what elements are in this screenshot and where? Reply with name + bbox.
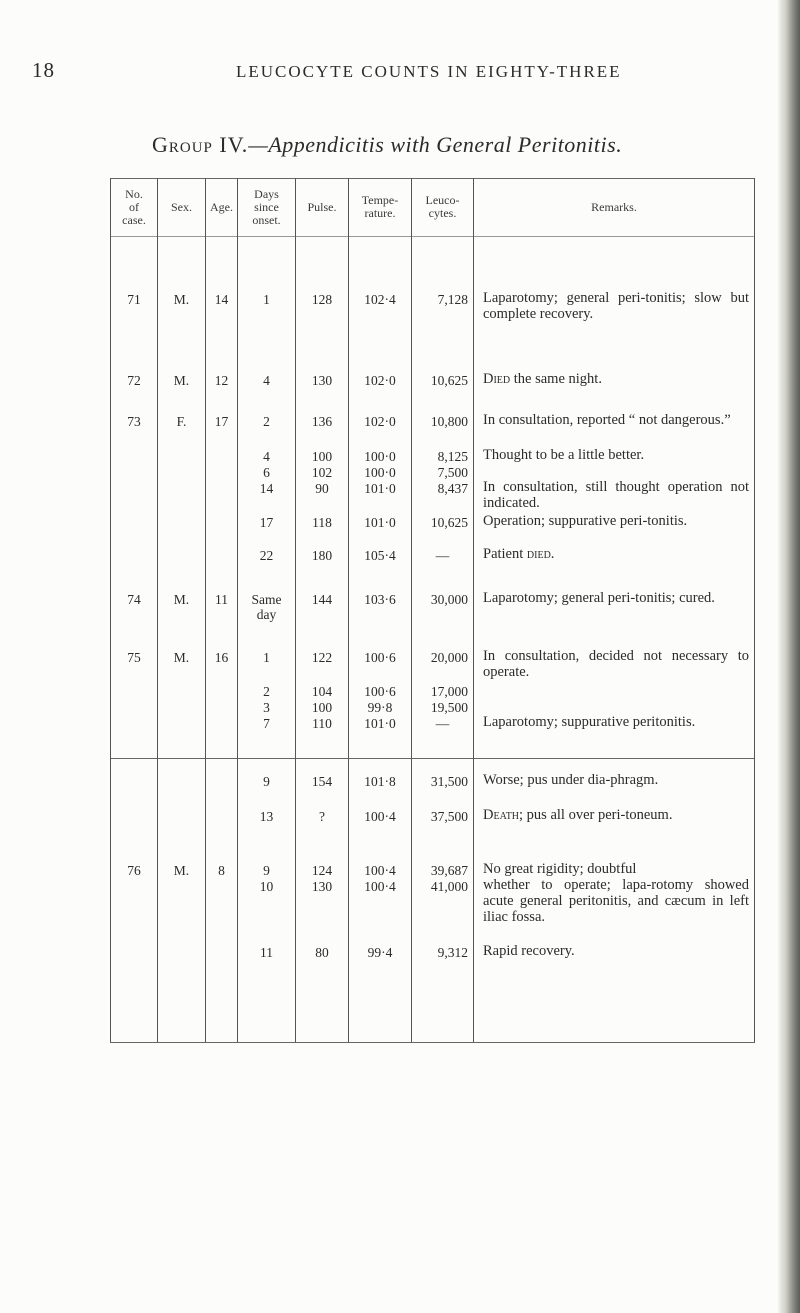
remark-text: the same night. bbox=[510, 371, 602, 387]
cell-days: 1 bbox=[263, 292, 270, 307]
cell-days: 9 bbox=[263, 863, 270, 878]
column-rule bbox=[754, 760, 755, 1043]
column-rule bbox=[157, 760, 158, 1043]
cell-remark bbox=[483, 807, 749, 823]
cell-case: 75 bbox=[127, 650, 141, 665]
cell-days: 13 bbox=[259, 809, 274, 824]
cell-pulse: 124 bbox=[311, 863, 333, 878]
cell-days: 17 bbox=[259, 515, 274, 530]
table-bottom-rule bbox=[110, 758, 755, 759]
cell-days: 1 bbox=[263, 650, 270, 665]
header-days: Days since onset. bbox=[252, 186, 281, 227]
cell-pulse: 144 bbox=[311, 592, 333, 607]
cell-remark: Laparotomy; general peri-tonitis; slow but complete recovery. bbox=[483, 290, 749, 322]
cell-remark: In consultation, still thought operation not indicated. bbox=[483, 479, 749, 511]
cell-temperature: 100·0 bbox=[364, 465, 396, 480]
cell-leucocytes: — bbox=[435, 716, 450, 731]
remark-text: ; pus all over peri-toneum. bbox=[519, 807, 673, 823]
cell-days: 9 bbox=[263, 774, 270, 789]
cell-days: Same day bbox=[251, 592, 282, 622]
header-pulse: Pulse. bbox=[307, 199, 337, 214]
cell-days: 6 bbox=[263, 465, 270, 480]
cell-sex: M. bbox=[173, 592, 190, 607]
cell-remark: Operation; suppurative peri-tonitis. bbox=[483, 513, 688, 529]
cell-pulse: 110 bbox=[312, 716, 332, 731]
leucocyte-table-continued bbox=[110, 760, 755, 1050]
cell-leucocytes: 19,500 bbox=[430, 700, 468, 715]
cell-leucocytes: 10,800 bbox=[430, 414, 468, 429]
cell-temperature: 102·0 bbox=[364, 373, 396, 388]
cell-remark: Rapid recovery. bbox=[483, 943, 575, 959]
cell-age: 17 bbox=[214, 414, 229, 429]
cell-case: 71 bbox=[127, 292, 141, 307]
remark-smallcaps: Death bbox=[483, 807, 520, 823]
header-temperature: Tempe- rature. bbox=[361, 193, 399, 220]
column-rule bbox=[295, 760, 296, 1043]
cell-remark bbox=[483, 371, 749, 387]
header-age: Age. bbox=[210, 199, 233, 214]
cell-remark: Thought to be a little better. bbox=[483, 447, 645, 463]
column-rule bbox=[110, 760, 111, 1043]
cell-pulse: 128 bbox=[311, 292, 333, 307]
cell-days: 2 bbox=[263, 414, 270, 429]
leucocyte-table bbox=[110, 178, 755, 760]
cell-age: 11 bbox=[215, 592, 228, 607]
header-remarks: Remarks. bbox=[591, 199, 637, 214]
header-case: No. of case. bbox=[122, 186, 146, 227]
cell-remark: In consultation, decided not necessary to operate. bbox=[483, 648, 749, 680]
remark-smallcaps: Died bbox=[483, 371, 511, 387]
header-leucocytes: Leuco- cytes. bbox=[425, 193, 460, 220]
cell-temperature: 100·4 bbox=[364, 809, 396, 824]
cell-temperature: 101·0 bbox=[364, 716, 396, 731]
page-number: 18 bbox=[32, 58, 55, 82]
cell-days: 10 bbox=[259, 879, 274, 894]
cell-remark bbox=[483, 546, 749, 562]
column-rule bbox=[411, 760, 412, 1043]
cell-pulse: ? bbox=[319, 809, 325, 824]
group-label: Group IV. bbox=[152, 132, 249, 157]
cell-pulse: 80 bbox=[315, 945, 329, 960]
group-title bbox=[152, 132, 622, 158]
cell-leucocytes: 39,687 bbox=[430, 863, 468, 878]
cell-temperature: 103·6 bbox=[364, 592, 396, 607]
cell-days: 14 bbox=[259, 481, 274, 496]
cell-temperature: 99·4 bbox=[367, 945, 393, 960]
cell-temperature: 102·4 bbox=[364, 292, 396, 307]
column-rule bbox=[754, 178, 755, 760]
cell-pulse: 90 bbox=[315, 481, 329, 496]
column-rule bbox=[473, 760, 474, 1043]
header-rule bbox=[110, 236, 755, 237]
group-subtitle: —Appendicitis with General Peritonitis. bbox=[248, 132, 623, 157]
cell-pulse: 118 bbox=[312, 515, 332, 530]
cell-pulse: 100 bbox=[311, 449, 333, 464]
cell-age: 14 bbox=[214, 292, 229, 307]
cell-leucocytes: 9,312 bbox=[437, 945, 468, 960]
cell-sex: F. bbox=[176, 414, 187, 429]
cell-leucocytes: 8,125 bbox=[437, 449, 468, 464]
cell-leucocytes: 17,000 bbox=[430, 684, 468, 699]
cell-leucocytes: 10,625 bbox=[430, 515, 468, 530]
cell-temperature: 105·4 bbox=[364, 548, 396, 563]
cell-days: 4 bbox=[263, 373, 270, 388]
cell-pulse: 104 bbox=[311, 684, 333, 699]
cell-temperature: 101·0 bbox=[364, 515, 396, 530]
cell-age: 16 bbox=[214, 650, 229, 665]
running-head: LEUCOCYTE COUNTS IN EIGHTY-THREE bbox=[236, 62, 622, 81]
cell-days: 11 bbox=[260, 945, 273, 960]
column-rule bbox=[157, 178, 158, 760]
cell-leucocytes: 30,000 bbox=[430, 592, 468, 607]
cell-leucocytes: 7,500 bbox=[437, 465, 468, 480]
cell-pulse: 136 bbox=[311, 414, 333, 429]
cell-age: 8 bbox=[218, 863, 225, 878]
cell-temperature: 100·4 bbox=[364, 863, 396, 878]
cell-leucocytes: 8,437 bbox=[437, 481, 468, 496]
cell-leucocytes: 10,625 bbox=[430, 373, 468, 388]
column-rule bbox=[205, 178, 206, 760]
cell-temperature: 101·8 bbox=[364, 774, 396, 789]
cell-days: 3 bbox=[263, 700, 270, 715]
cell-leucocytes: 31,500 bbox=[430, 774, 468, 789]
cell-pulse: 122 bbox=[311, 650, 333, 665]
cell-sex: M. bbox=[173, 292, 190, 307]
column-rule bbox=[348, 760, 349, 1043]
column-rule bbox=[473, 178, 474, 760]
table-bottom-rule bbox=[110, 1042, 755, 1043]
cell-case: 76 bbox=[127, 863, 141, 878]
cell-pulse: 180 bbox=[311, 548, 333, 563]
column-rule bbox=[205, 760, 206, 1043]
remark-smallcaps: died. bbox=[526, 546, 555, 562]
cell-days: 22 bbox=[259, 548, 274, 563]
cell-leucocytes: 20,000 bbox=[430, 650, 468, 665]
cell-days: 7 bbox=[263, 716, 270, 731]
cell-remark: whether to operate; lapa-rotomy showed acute general peritonitis, and cæcum in left iliac fossa. bbox=[483, 877, 749, 925]
cell-case: 73 bbox=[127, 414, 141, 429]
cell-age: 12 bbox=[214, 373, 229, 388]
cell-temperature: 100·6 bbox=[364, 684, 396, 699]
cell-pulse: 102 bbox=[311, 465, 333, 480]
remark-text: Patient bbox=[483, 546, 527, 562]
cell-leucocytes: 7,128 bbox=[437, 292, 468, 307]
cell-days: 4 bbox=[263, 449, 270, 464]
column-rule bbox=[110, 178, 111, 760]
cell-temperature: 101·0 bbox=[364, 481, 396, 496]
cell-days: 2 bbox=[263, 684, 270, 699]
cell-sex: M. bbox=[173, 650, 190, 665]
cell-leucocytes: — bbox=[435, 548, 450, 563]
cell-case: 74 bbox=[127, 592, 141, 607]
cell-remark: Laparotomy; suppurative peritonitis. bbox=[483, 714, 696, 730]
cell-pulse: 100 bbox=[311, 700, 333, 715]
cell-temperature: 102·0 bbox=[364, 414, 396, 429]
header-sex: Sex. bbox=[171, 199, 192, 214]
cell-sex: M. bbox=[173, 373, 190, 388]
cell-remark: Laparotomy; general peri-tonitis; cured. bbox=[483, 590, 715, 606]
cell-temperature: 99·8 bbox=[367, 700, 393, 715]
scan-edge bbox=[778, 0, 800, 1313]
cell-temperature: 100·0 bbox=[364, 449, 396, 464]
cell-remark: No great rigidity; doubtful bbox=[483, 861, 637, 877]
cell-pulse: 130 bbox=[311, 879, 333, 894]
cell-leucocytes: 37,500 bbox=[430, 809, 468, 824]
cell-remark: Worse; pus under dia-phragm. bbox=[483, 772, 659, 788]
cell-leucocytes: 41,000 bbox=[430, 879, 468, 894]
cell-case: 72 bbox=[127, 373, 141, 388]
cell-temperature: 100·4 bbox=[364, 879, 396, 894]
cell-pulse: 154 bbox=[311, 774, 333, 789]
cell-pulse: 130 bbox=[311, 373, 333, 388]
column-rule bbox=[237, 760, 238, 1043]
cell-sex: M. bbox=[173, 863, 190, 878]
cell-temperature: 100·6 bbox=[364, 650, 396, 665]
cell-remark: In consultation, reported “ not dangerous.” bbox=[483, 412, 731, 428]
